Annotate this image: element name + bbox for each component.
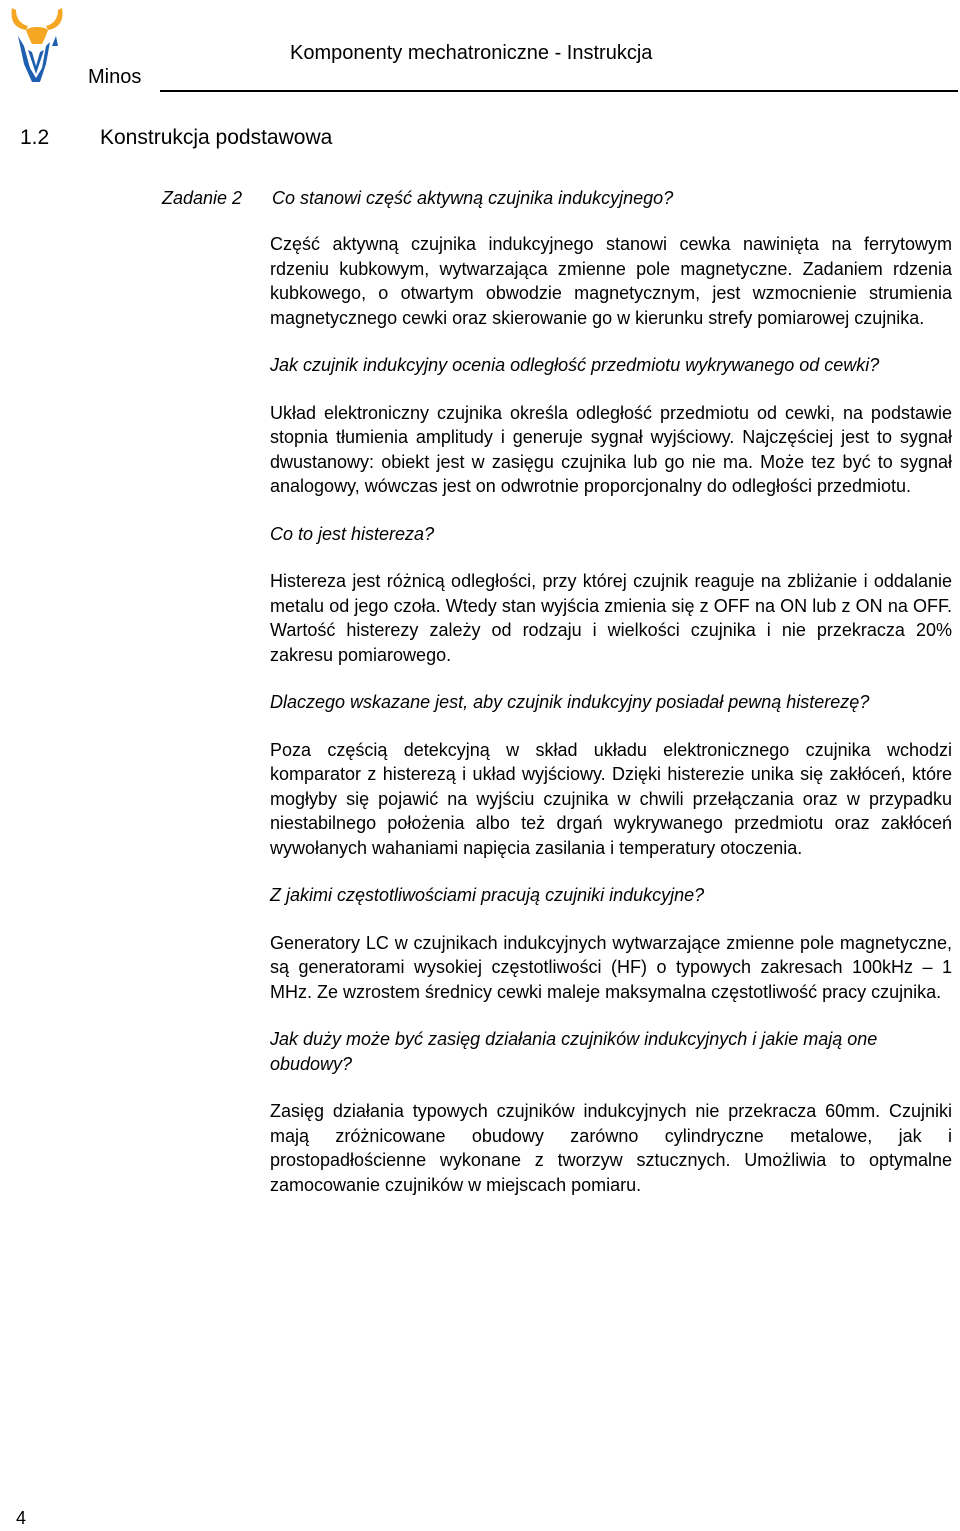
task-label: Zadanie 2 [162, 188, 243, 208]
answer-paragraph: Część aktywną czujnika indukcyjnego stanowi cewka nawinięta na ferrytowym rdzeniu kubkowym, wytwarzająca zmienne pole magnetyczne. Zadaniem rdzenia kubkowego, o otwartym obwodzie magnetycznym, jest wzmocnienie strumienia magnetycznego cewki oraz skierowanie go w kierunku strefy pomiarowej czujnika. [270, 234, 952, 328]
question-paragraph: Dlaczego wskazane jest, aby czujnik indukcyjny posiadał pewną histerezę? [270, 692, 870, 712]
task-question: Co stanowi część aktywną czujnika indukcyjnego? [272, 188, 674, 208]
page-number: 4 [16, 1508, 27, 1528]
header-divider [160, 90, 958, 92]
bull-logo-icon [6, 6, 68, 86]
question-paragraph: Z jakimi częstotliwościami pracują czujniki indukcyjne? [270, 885, 705, 905]
question-paragraph: Co to jest histereza? [270, 523, 435, 544]
question-paragraph: Jak czujnik indukcyjny ocenia odległość przedmiotu wykrywanego od cewki? [270, 355, 880, 375]
brand-name: Minos [88, 66, 142, 88]
content-body [270, 232, 952, 1220]
section-title: Konstrukcja podstawowa [100, 126, 333, 149]
answer-paragraph: Generatory LC w czujnikach indukcyjnych wytwarzające zmienne pole magnetyczne, są generatorami wysokiej częstotliwości (HF) o typowych zakresach 100kHz – 1 MHz. Ze wzrostem średnicy cewki maleje maksymalna częstotliwość pracy czujnika. [270, 932, 952, 1002]
answer-paragraph: Zasięg działania typowych czujników indukcyjnych nie przekracza 60mm. Czujniki mają zróżnicowane obudowy zarówno cylindryczne metalowe, jak i prostopadłościenne wykonane z tworzyw sztucznych. Umożliwia to optymalne zamocowanie czujników w miejscach pomiaru. [270, 1101, 952, 1195]
section-number: 1.2 [20, 126, 50, 149]
question-paragraph: Jak duży może być zasięg działania czujników indukcyjnych i jakie mają one obudowy? [270, 1029, 878, 1074]
answer-paragraph: Układ elektroniczny czujnika określa odległość przedmiotu od cewki, na podstawie stopnia tłumienia amplitudy i generuje sygnał wyjściowy. Najczęściej jest to sygnał dwustanowy: obiekt jest w zasięgu czujnika lub go nie ma. Może tez być to sygnał analogowy, wówczas jest on odwrotnie proporcjonalny do odległości przedmiotu. [270, 402, 952, 496]
document-title: Komponenty mechatroniczne - Instrukcja [290, 42, 653, 64]
answer-paragraph: Poza częścią detekcyjną w skład układu elektronicznego czujnika wchodzi komparator z histerezą i układ wyjściowy. Dzięki histerezie unika się zakłóceń, które mogłyby się pojawić na wyjściu czujnika w chwili przełączania oraz w przypadku niestabilnego położenia albo też drgań wykrywanego przedmiotu oraz zakłóceń wywołanych wahaniami napięcia zasilania i temperatury otoczenia. [270, 739, 952, 858]
answer-paragraph: Histereza jest różnicą odległości, przy której czujnik reaguje na zbliżanie i oddalanie metalu od jego czoła. Wtedy stan wyjścia zmienia się z OFF na ON lub z ON na OFF. Wartość histerezy zależy od rodzaju i wielkości czujnika i nie przekracza 20% zakresu pomiarowego. [270, 571, 952, 665]
